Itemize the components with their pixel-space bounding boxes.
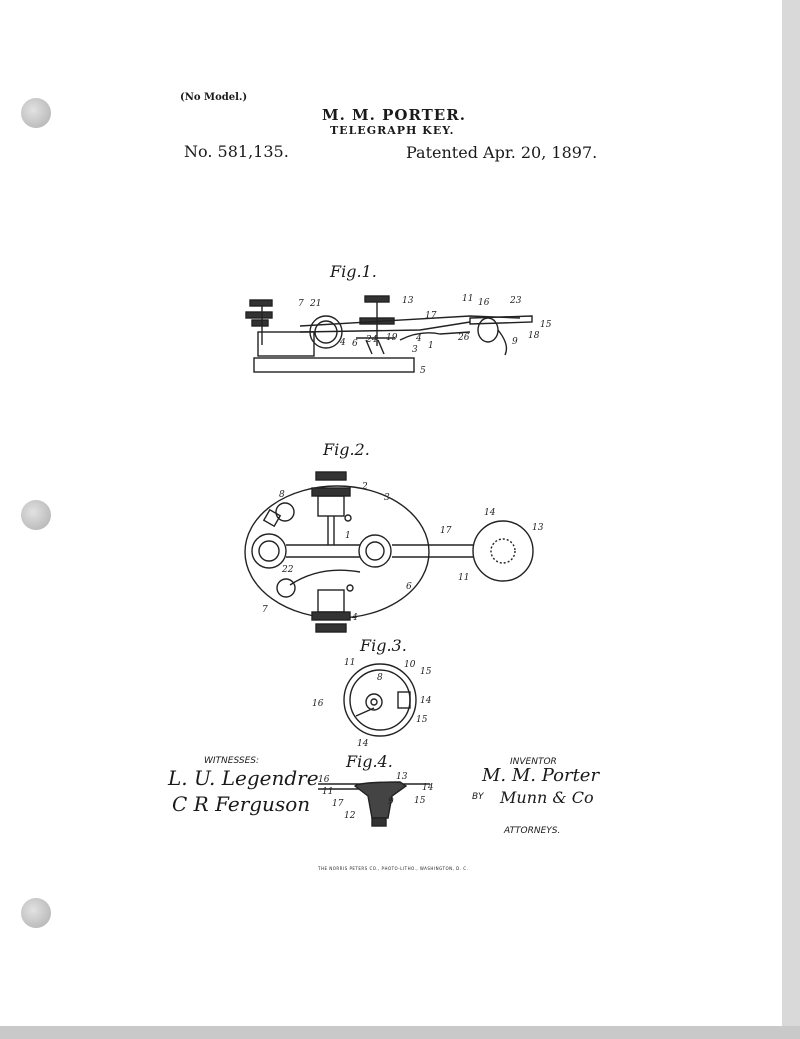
svg-text:14: 14 (422, 783, 434, 793)
svg-text:15: 15 (420, 667, 432, 677)
svg-text:14: 14 (357, 739, 369, 749)
fig4-label: Fig.4. (346, 752, 393, 771)
svg-text:14: 14 (484, 508, 496, 518)
patent-date: Patented Apr. 20, 1897. (406, 143, 598, 162)
svg-text:8: 8 (377, 673, 383, 683)
svg-text:13: 13 (402, 296, 414, 306)
svg-text:12: 12 (344, 811, 356, 821)
svg-text:22: 22 (282, 565, 294, 575)
svg-text:11: 11 (344, 658, 356, 668)
attorney-signature: Munn & Co (500, 788, 594, 807)
svg-text:15: 15 (414, 796, 426, 806)
svg-text:4: 4 (416, 334, 422, 344)
svg-text:1: 1 (428, 341, 434, 351)
svg-text:17: 17 (440, 526, 452, 536)
svg-text:5: 5 (420, 366, 426, 376)
svg-text:19: 19 (386, 333, 398, 343)
svg-text:6: 6 (352, 339, 358, 349)
svg-text:13: 13 (396, 772, 408, 782)
inventor-name: M. M. PORTER. (322, 106, 466, 124)
svg-text:8: 8 (279, 490, 285, 500)
svg-text:10: 10 (404, 660, 416, 670)
witness-2-signature: C R Ferguson (172, 792, 311, 816)
svg-text:14: 14 (420, 696, 432, 706)
svg-text:1: 1 (345, 531, 351, 541)
svg-text:16: 16 (478, 298, 490, 308)
svg-text:9: 9 (512, 337, 518, 347)
patent-title: TELEGRAPH KEY. (330, 124, 455, 137)
svg-text:15: 15 (416, 715, 428, 725)
model-note: (No Model.) (180, 92, 248, 103)
svg-text:15: 15 (540, 320, 552, 330)
inventor-signature: M. M. Porter (482, 765, 600, 786)
fig1-label: Fig.1. (330, 262, 377, 281)
svg-text:18: 18 (528, 331, 540, 341)
svg-text:23: 23 (510, 296, 522, 306)
fig3-label: Fig.3. (360, 636, 407, 655)
svg-text:2: 2 (362, 482, 368, 492)
svg-text:11: 11 (322, 787, 334, 797)
svg-text:9: 9 (388, 797, 394, 807)
svg-text:3: 3 (412, 345, 418, 355)
svg-text:16: 16 (318, 775, 330, 785)
attorneys-label: ATTORNEYS. (504, 826, 561, 836)
svg-text:3: 3 (384, 493, 390, 503)
svg-text:11: 11 (462, 294, 474, 304)
svg-text:4: 4 (340, 338, 346, 348)
engraver-credit: THE NORRIS PETERS CO., PHOTO-LITHO., WASHINGTON, D. C. (318, 866, 469, 871)
fig2-label: Fig.2. (323, 440, 370, 459)
svg-text:7: 7 (298, 299, 304, 309)
svg-text:13: 13 (532, 523, 544, 533)
svg-text:6: 6 (406, 582, 412, 592)
inventor-label: INVENTOR (510, 757, 557, 767)
witnesses-label: WITNESSES: (204, 756, 260, 766)
svg-text:4: 4 (352, 613, 358, 623)
svg-text:26: 26 (458, 333, 470, 343)
svg-text:17: 17 (425, 311, 437, 321)
svg-text:16: 16 (312, 699, 324, 709)
svg-text:11: 11 (458, 573, 470, 583)
by-label: BY (472, 792, 484, 802)
svg-text:17: 17 (332, 799, 344, 809)
patent-number: No. 581,135. (184, 142, 289, 161)
svg-text:7: 7 (262, 605, 268, 615)
svg-text:24: 24 (366, 335, 378, 345)
svg-text:21: 21 (310, 299, 322, 309)
witness-1-signature: L. U. Legendre (168, 766, 319, 790)
